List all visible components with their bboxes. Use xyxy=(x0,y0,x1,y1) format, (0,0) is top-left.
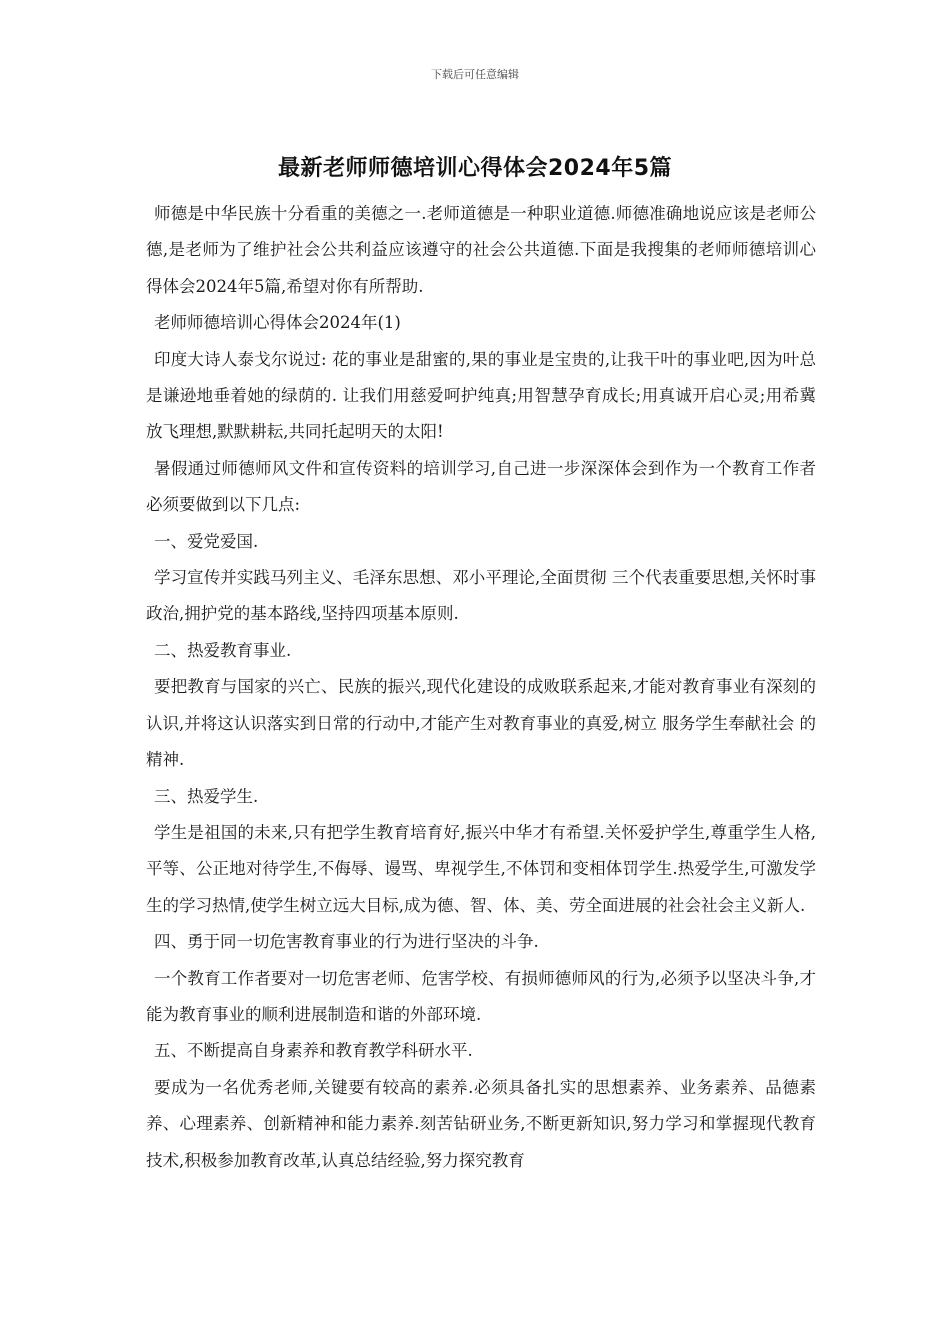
section-heading: 三、热爱学生. xyxy=(154,786,259,806)
header-note: 下载后可任意编辑 xyxy=(431,68,519,81)
paragraph: 要把教育与国家的兴亡、民族的振兴,现代化建设的成败联系起来,才能对教育事业有深刻的认识,并将这认识落实到日常的行动中,才能产生对教育事业的真爱,树立 服务学生奉献社会 的精神. xyxy=(146,677,816,770)
section-heading: 五、不断提高自身素养和教育教学科研水平. xyxy=(154,1041,473,1061)
document-title: 最新老师师德培训心得体会2024年5篇 xyxy=(277,156,673,181)
paragraph: 一个教育工作者要对一切危害老师、危害学校、有损师德师风的行为,必须予以坚决斗争,才能为教育事业的顺利进展制造和谐的外部环境. xyxy=(146,968,816,1024)
paragraph: 要成为一名优秀老师,关键要有较高的素养.必须具备扎实的思想素养、业务素养、品德素养、心理素养、创新精神和能力素养.刻苦钻研业务,不断更新知识,努力学习和掌握现代教育技术,积极参加教育改革,认真总结经验,努力探究教育 xyxy=(146,1077,816,1170)
paragraph: 师德是中华民族十分看重的美德之一.老师道德是一种职业道德.师德准确地说应该是老师公德,是老师为了维护社会公共利益应该遵守的社会公共道德.下面是我搜集的老师师德培训心得体会2024年5篇,希望对你有所帮助. xyxy=(146,204,816,296)
section-heading: 一、爱党爱国. xyxy=(154,531,259,551)
paragraph: 暑假通过师德师风文件和宣传资料的培训学习,自己进一步深深体会到作为一个教育工作者必须要做到以下几点: xyxy=(146,458,816,515)
paragraph: 老师师德培训心得体会2024年(1) xyxy=(154,313,401,333)
paragraph: 印度大诗人泰戈尔说过: 花的事业是甜蜜的,果的事业是宝贵的,让我干叶的事业吧,因为叶总是谦逊地垂着她的绿荫的. 让我们用慈爱呵护纯真;用智慧孕育成长;用真诚开启心灵;用希冀放飞理想,默默耕耘,共同托起明天的太阳! xyxy=(146,349,816,442)
section-heading: 二、热爱教育事业. xyxy=(154,640,292,660)
section-heading: 四、勇于同一切危害教育事业的行为进行坚决的斗争. xyxy=(154,932,539,952)
document-body xyxy=(146,196,816,1179)
paragraph: 学习宣传并实践马列主义、毛泽东思想、邓小平理论,全面贯彻 三个代表重要思想,关怀时事政治,拥护党的基本路线,坚持四项基本原则. xyxy=(146,568,816,624)
paragraph: 学生是祖国的未来,只有把学生教育培育好,振兴中华才有希望.关怀爱护学生,尊重学生人格,平等、公正地对待学生,不侮辱、谩骂、卑视学生,不体罚和变相体罚学生.热爱学生,可激发学生的学习热情,使学生树立远大目标,成为德、智、体、美、劳全面进展的社会社会主义新人. xyxy=(146,822,816,915)
